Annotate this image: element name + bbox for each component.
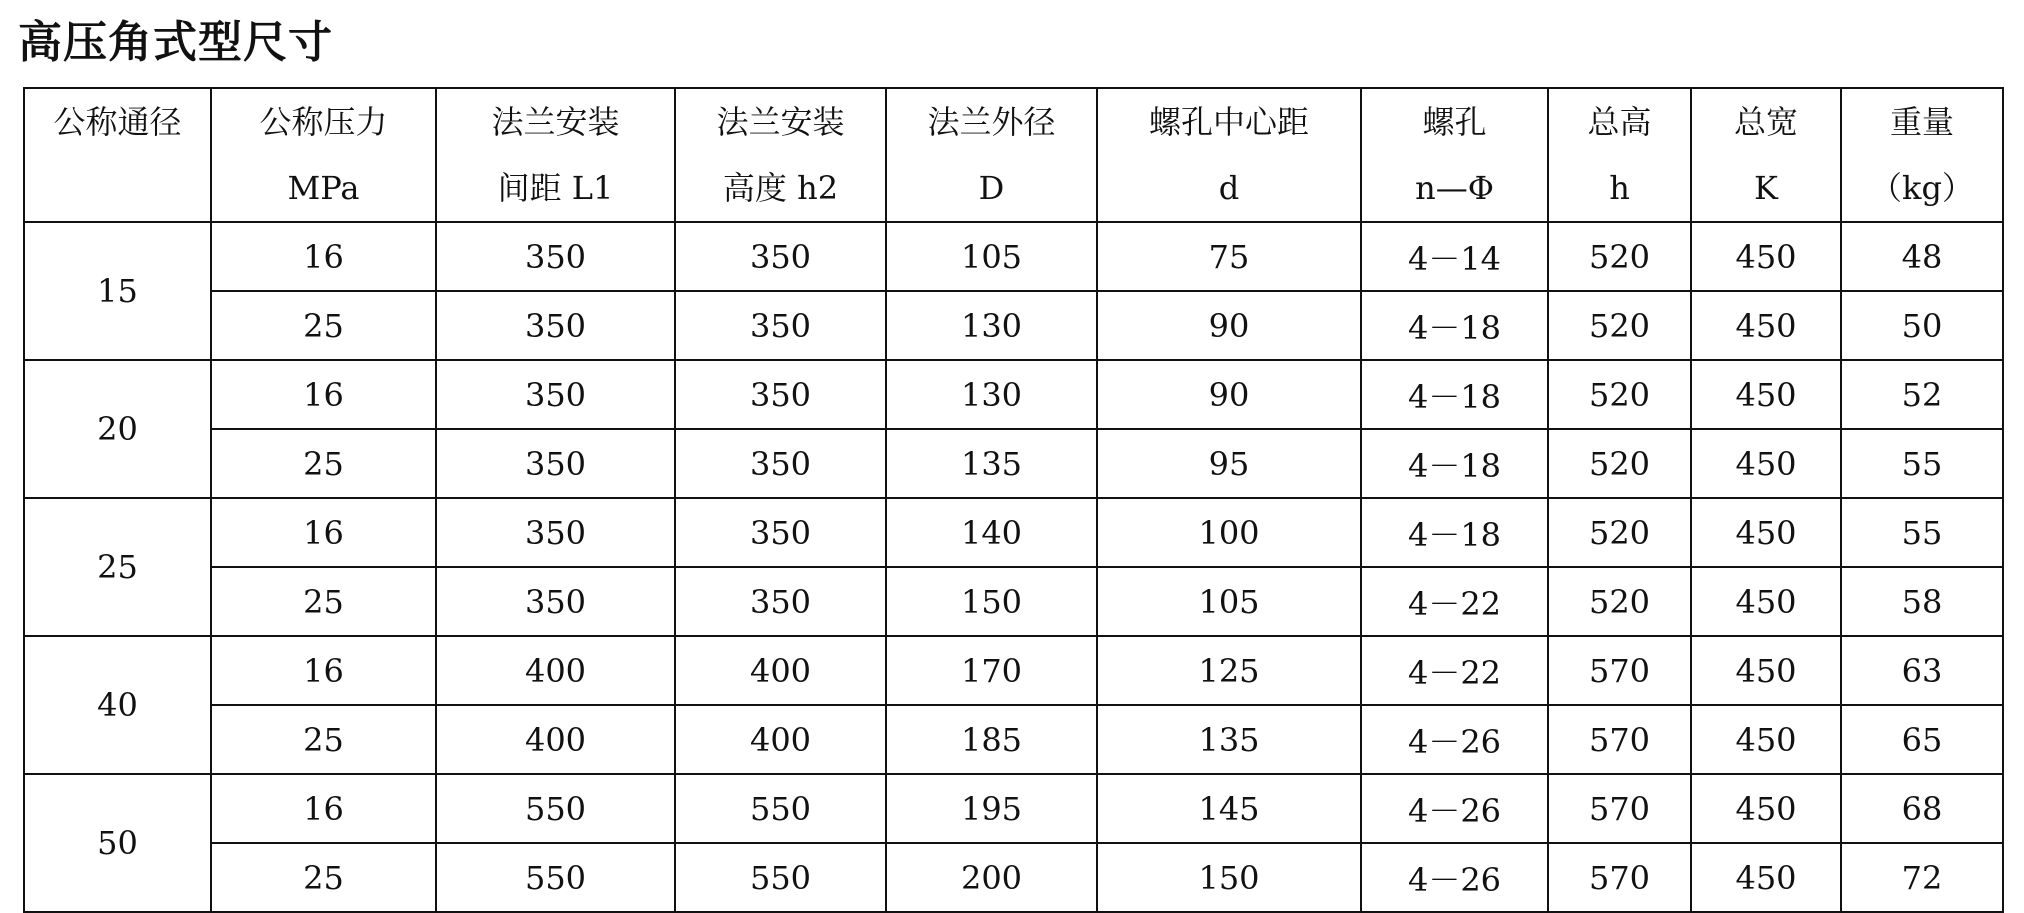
header-line2: d xyxy=(1218,169,1240,207)
cell-flange-height: 550 xyxy=(675,774,886,843)
cell-bolt-center-distance: 95 xyxy=(1097,429,1361,498)
cell-total-height: 520 xyxy=(1548,429,1691,498)
cell-flange-outer-diameter: 200 xyxy=(886,843,1097,912)
cell-total-height: 570 xyxy=(1548,774,1691,843)
cell-flange-outer-diameter: 195 xyxy=(886,774,1097,843)
cell-bolt-holes: 4－18 xyxy=(1361,498,1548,567)
cell-flange-outer-diameter: 170 xyxy=(886,636,1097,705)
header-flange-spacing xyxy=(436,88,675,222)
header-line2 xyxy=(25,155,210,221)
cell-bolt-holes: 4－22 xyxy=(1361,567,1548,636)
table-row xyxy=(24,636,2003,705)
table-row xyxy=(24,291,2003,360)
cell-flange-spacing: 550 xyxy=(436,843,675,912)
cell-bolt-holes: 4－14 xyxy=(1361,222,1548,291)
cell-nominal-pressure: 16 xyxy=(211,636,436,705)
cell-total-width: 450 xyxy=(1691,360,1841,429)
spec-table xyxy=(23,87,2004,913)
cell-flange-spacing: 350 xyxy=(436,498,675,567)
cell-flange-height: 350 xyxy=(675,222,886,291)
cell-nominal-pressure: 16 xyxy=(211,774,436,843)
header-line2: n—Φ xyxy=(1415,169,1494,207)
header-nominal-pressure xyxy=(211,88,436,222)
cell-flange-outer-diameter: 130 xyxy=(886,360,1097,429)
table-row xyxy=(24,774,2003,843)
cell-total-height: 520 xyxy=(1548,291,1691,360)
cell-flange-spacing: 550 xyxy=(436,774,675,843)
header-line1: 法兰安装 xyxy=(491,103,620,141)
header-line1: 法兰外径 xyxy=(927,103,1056,141)
cell-bolt-holes: 4－26 xyxy=(1361,705,1548,774)
table-row xyxy=(24,360,2003,429)
header-flange-height xyxy=(675,88,886,222)
header-line1: 公称压力 xyxy=(259,103,388,141)
cell-total-width: 450 xyxy=(1691,843,1841,912)
cell-total-width: 450 xyxy=(1691,567,1841,636)
cell-bolt-center-distance: 125 xyxy=(1097,636,1361,705)
cell-nominal-pressure: 25 xyxy=(211,429,436,498)
cell-bolt-center-distance: 150 xyxy=(1097,843,1361,912)
cell-nominal-pressure: 25 xyxy=(211,843,436,912)
header-line1: 公称通径 xyxy=(53,103,182,141)
header-line2: （kg） xyxy=(1870,169,1974,207)
cell-flange-spacing: 400 xyxy=(436,705,675,774)
cell-weight: 63 xyxy=(1841,636,2003,705)
cell-flange-height: 550 xyxy=(675,843,886,912)
header-flange-outer-diameter xyxy=(886,88,1097,222)
cell-total-width: 450 xyxy=(1691,429,1841,498)
cell-total-width: 450 xyxy=(1691,774,1841,843)
cell-weight: 55 xyxy=(1841,498,2003,567)
cell-total-height: 570 xyxy=(1548,636,1691,705)
header-line1: 螺孔 xyxy=(1422,103,1487,141)
header-row xyxy=(24,88,2003,222)
table-row xyxy=(24,429,2003,498)
cell-bolt-center-distance: 90 xyxy=(1097,360,1361,429)
cell-bolt-holes: 4－22 xyxy=(1361,636,1548,705)
cell-total-width: 450 xyxy=(1691,222,1841,291)
cell-weight: 65 xyxy=(1841,705,2003,774)
cell-bolt-holes: 4－18 xyxy=(1361,429,1548,498)
cell-total-height: 520 xyxy=(1548,360,1691,429)
table-body xyxy=(24,222,2003,912)
table-row xyxy=(24,705,2003,774)
cell-nominal-diameter: 15 xyxy=(24,222,211,360)
page-title: 高压角式型尺寸 xyxy=(18,17,333,68)
cell-bolt-holes: 4－18 xyxy=(1361,360,1548,429)
header-line2: 高度 h2 xyxy=(722,169,839,207)
cell-weight: 50 xyxy=(1841,291,2003,360)
cell-nominal-pressure: 16 xyxy=(211,498,436,567)
header-line1: 法兰安装 xyxy=(716,103,845,141)
cell-flange-spacing: 350 xyxy=(436,567,675,636)
cell-bolt-holes: 4－26 xyxy=(1361,843,1548,912)
header-bolt-center-distance xyxy=(1097,88,1361,222)
cell-bolt-holes: 4－18 xyxy=(1361,291,1548,360)
cell-bolt-center-distance: 135 xyxy=(1097,705,1361,774)
cell-total-width: 450 xyxy=(1691,636,1841,705)
cell-flange-outer-diameter: 185 xyxy=(886,705,1097,774)
cell-flange-height: 350 xyxy=(675,567,886,636)
cell-flange-outer-diameter: 105 xyxy=(886,222,1097,291)
table-row xyxy=(24,567,2003,636)
cell-flange-spacing: 350 xyxy=(436,291,675,360)
table-row xyxy=(24,222,2003,291)
header-line1: 总宽 xyxy=(1733,103,1798,141)
cell-flange-height: 350 xyxy=(675,429,886,498)
cell-nominal-diameter: 20 xyxy=(24,360,211,498)
header-line2: h xyxy=(1609,169,1630,207)
cell-weight: 72 xyxy=(1841,843,2003,912)
cell-weight: 52 xyxy=(1841,360,2003,429)
cell-total-width: 450 xyxy=(1691,291,1841,360)
header-nominal-diameter xyxy=(24,88,211,222)
cell-nominal-pressure: 16 xyxy=(211,360,436,429)
header-line1: 螺孔中心距 xyxy=(1148,103,1309,141)
cell-flange-height: 400 xyxy=(675,636,886,705)
cell-total-height: 520 xyxy=(1548,567,1691,636)
cell-flange-height: 350 xyxy=(675,498,886,567)
cell-flange-height: 350 xyxy=(675,291,886,360)
header-line1: 重量 xyxy=(1889,103,1954,141)
cell-bolt-center-distance: 145 xyxy=(1097,774,1361,843)
cell-flange-spacing: 350 xyxy=(436,360,675,429)
header-total-height xyxy=(1548,88,1691,222)
cell-flange-outer-diameter: 150 xyxy=(886,567,1097,636)
cell-nominal-diameter: 25 xyxy=(24,498,211,636)
cell-flange-spacing: 350 xyxy=(436,429,675,498)
table-row xyxy=(24,498,2003,567)
cell-weight: 58 xyxy=(1841,567,2003,636)
cell-flange-spacing: 350 xyxy=(436,222,675,291)
cell-nominal-pressure: 25 xyxy=(211,705,436,774)
cell-flange-height: 400 xyxy=(675,705,886,774)
cell-flange-outer-diameter: 135 xyxy=(886,429,1097,498)
cell-nominal-pressure: 25 xyxy=(211,291,436,360)
header-weight xyxy=(1841,88,2003,222)
header-line2: 间距 L1 xyxy=(497,169,614,207)
cell-flange-outer-diameter: 140 xyxy=(886,498,1097,567)
cell-total-height: 520 xyxy=(1548,498,1691,567)
cell-total-height: 520 xyxy=(1548,222,1691,291)
cell-nominal-diameter: 40 xyxy=(24,636,211,774)
header-bolt-holes xyxy=(1361,88,1548,222)
cell-nominal-pressure: 16 xyxy=(211,222,436,291)
cell-total-height: 570 xyxy=(1548,705,1691,774)
table-row xyxy=(24,843,2003,912)
cell-total-width: 450 xyxy=(1691,498,1841,567)
cell-flange-height: 350 xyxy=(675,360,886,429)
cell-total-height: 570 xyxy=(1548,843,1691,912)
cell-flange-spacing: 400 xyxy=(436,636,675,705)
cell-bolt-center-distance: 75 xyxy=(1097,222,1361,291)
cell-total-width: 450 xyxy=(1691,705,1841,774)
header-line2: D xyxy=(978,169,1005,207)
cell-weight: 68 xyxy=(1841,774,2003,843)
header-line1: 总高 xyxy=(1587,103,1652,141)
cell-bolt-center-distance: 105 xyxy=(1097,567,1361,636)
header-line2: K xyxy=(1754,169,1778,207)
cell-flange-outer-diameter: 130 xyxy=(886,291,1097,360)
cell-weight: 55 xyxy=(1841,429,2003,498)
cell-bolt-center-distance: 100 xyxy=(1097,498,1361,567)
cell-weight: 48 xyxy=(1841,222,2003,291)
cell-nominal-pressure: 25 xyxy=(211,567,436,636)
cell-bolt-center-distance: 90 xyxy=(1097,291,1361,360)
cell-bolt-holes: 4－26 xyxy=(1361,774,1548,843)
header-total-width xyxy=(1691,88,1841,222)
header-line2: MPa xyxy=(287,169,360,207)
cell-nominal-diameter: 50 xyxy=(24,774,211,912)
